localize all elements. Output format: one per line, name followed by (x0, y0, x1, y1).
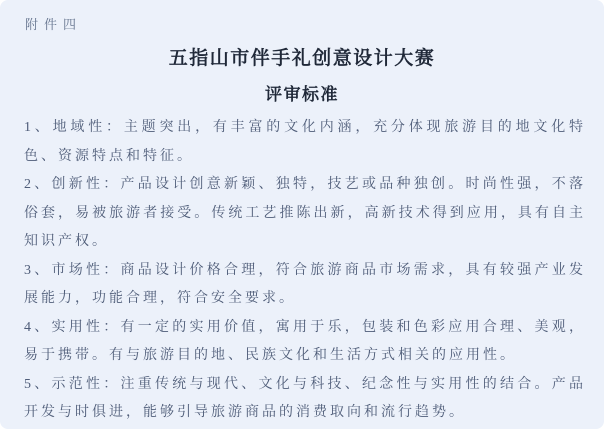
criteria-item-exemplariness: 5、示范性：注重传统与现代、文化与科技、纪念性与实用性的结合。产品开发与时俱进，能够引导旅游商品的消费取向和流行趋势。 (24, 376, 586, 420)
attachment-label: 附件四 (25, 17, 83, 32)
criteria-item-practicality: 4、实用性：有一定的实用价值，寓用于乐，包装和色彩应用合理、美观，易于携带。有与旅游目的地、民族文化和生活方式相关的应用性。 (24, 319, 586, 363)
criteria-list (24, 114, 586, 428)
criteria-item-regionality: 1、地域性：主题突出，有丰富的文化内涵，充分体现旅游目的地文化特色、资源特点和特征。 (24, 120, 586, 164)
page-subtitle: 评审标准 (265, 85, 339, 104)
criteria-item-innovation: 2、创新性：产品设计创意新颖、独特，技艺或品种独创。时尚性强，不落俗套，易被旅游者接受。传统工艺推陈出新，高新技术得到应用，具有自主知识产权。 (24, 177, 586, 249)
page-title: 五指山市伴手礼创意设计大赛 (168, 48, 436, 69)
criteria-item-marketability: 3、市场性：商品设计价格合理，符合旅游商品市场需求，具有较强产业发展能力，功能合理，符合安全要求。 (24, 262, 586, 306)
